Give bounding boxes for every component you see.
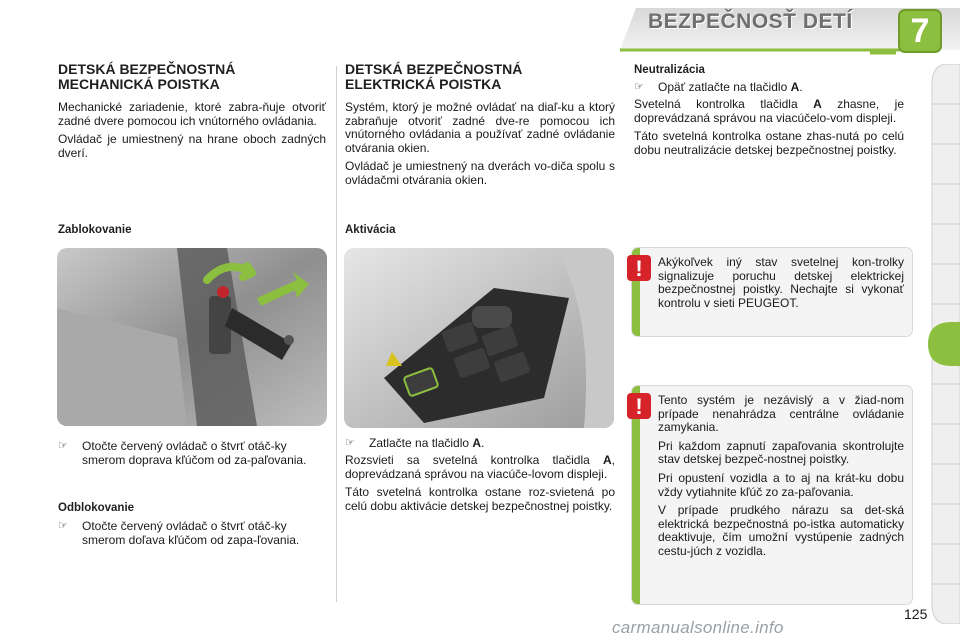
paragraph: Mechanické zariadenie, ktoré zabra-ňuje otvoriť zadné dvere pomocou ich vnútorného ovládania. xyxy=(58,100,326,128)
paragraph: Táto svetelná kontrolka ostane zhas-nutá po celú dobu neutralizácie detskej bezpečnostnej poistky. xyxy=(634,129,904,157)
step-text: Opäť zatlačte na tlačidlo xyxy=(658,80,791,94)
neutralization-step: ☞ Opäť zatlačte na tlačidlo A. xyxy=(634,80,803,94)
text-run: zhasne, je doprevádzaná správou na viacúčelo-vom displeji. xyxy=(634,97,904,125)
warning-box-independent-system xyxy=(632,386,912,604)
lock-step xyxy=(58,440,326,467)
mechanical-lock-title xyxy=(58,62,235,92)
pointing-hand-icon: ☞ xyxy=(58,440,68,452)
chapter-side-tabs[interactable] xyxy=(928,64,960,624)
chapter-number: 7 xyxy=(910,12,930,50)
paragraph: V prípade prudkého nárazu sa det-ská elektrická bezpečnostná po-istka automaticky deaktivuje, čím umožní vystúpenie zadných cestu-júch z vozidla. xyxy=(658,503,904,558)
step-text: Otočte červený ovládač o štvrť otáč-ky smerom doľava kľúčom od zapa-ľovania. xyxy=(82,519,300,547)
title-line: DETSKÁ BEZPEČNOSTNÁ xyxy=(345,61,523,77)
warning-box-fault xyxy=(632,248,912,336)
paragraph: Tento systém je nezávislý a v žiad-nom prípade nenahrádza centrálne ovládanie zamykania. xyxy=(658,393,904,435)
window-switch-panel-photo xyxy=(344,248,614,428)
button-label: A xyxy=(602,453,612,467)
paragraph: Systém, ktorý je možné ovládať na diaľ-ku a ktorý zabraňuje otvoriť zadné dve-re pomocou ich vnútorného ovládania a používať zadné ovládanie otvárania okien. xyxy=(345,100,615,155)
title-line: ELEKTRICKÁ POISTKA xyxy=(345,76,502,92)
svg-text:!: ! xyxy=(635,256,643,281)
neutralization-heading: Neutralizácia xyxy=(634,64,705,76)
paragraph: Pri opustení vozidla a to aj na krát-ku dobu vždy vytiahnite kľúč zo za-paľovania. xyxy=(658,470,904,499)
pointing-hand-icon: ☞ xyxy=(634,81,644,93)
page-title: BEZPEČNOSŤ DETÍ xyxy=(648,10,853,33)
button-label: A xyxy=(813,97,822,111)
electric-lock-title xyxy=(345,62,522,92)
paragraph: Ovládač je umiestnený na hrane oboch zadných dverí. xyxy=(58,132,326,160)
button-label: A xyxy=(790,80,800,94)
unlock-step xyxy=(58,520,326,547)
paragraph: Ovládač je umiestnený na dverách vo-diča spolu s ovládačmi otvárania okien. xyxy=(345,159,615,187)
step-text: Otočte červený ovládač o štvrť otáč-ky smerom doprava kľúčom od za-paľovania. xyxy=(82,439,307,467)
title-line: MECHANICKÁ POISTKA xyxy=(58,76,220,92)
text-run: Svetelná kontrolka tlačidla xyxy=(634,97,814,111)
activation-step: ☞ Zatlačte na tlačidlo A. xyxy=(345,436,485,450)
text-run: , doprevádzaná správou na viacúče-lovom displeji. xyxy=(345,453,615,481)
pointing-hand-icon: ☞ xyxy=(58,520,68,532)
electric-lock-description xyxy=(345,101,615,193)
unlock-heading: Odblokovanie xyxy=(58,502,135,514)
column-divider xyxy=(336,66,337,602)
mechanical-lock-description xyxy=(58,101,326,165)
watermark: carmanualsonline.info xyxy=(612,618,784,637)
lock-heading: Zablokovanie xyxy=(58,224,132,236)
warning-text: Akýkoľvek iný stav svetelnej kon-trolky signalizuje poruchu detskej elektrickej bezpečnostnej poistky. Nechajte si vykonať kontrolu v sieti PEUGEOT. xyxy=(658,255,904,310)
exclamation-warning-icon xyxy=(626,254,652,282)
pointing-hand-icon: ☞ xyxy=(345,437,355,449)
paragraph xyxy=(634,98,904,125)
paragraph xyxy=(345,454,615,481)
neutralization-description xyxy=(634,98,904,162)
step-text: Zatlačte na tlačidlo xyxy=(369,436,473,450)
title-line: DETSKÁ BEZPEČNOSTNÁ xyxy=(58,61,236,77)
warning-text xyxy=(658,394,904,564)
paragraph: Pri každom zapnutí zapaľovania skontrolujte stav detskej bezpeč-nostnej poistky. xyxy=(658,438,904,467)
door-lock-photo xyxy=(57,248,327,426)
svg-text:!: ! xyxy=(635,394,643,419)
button-label: A xyxy=(472,436,482,450)
activation-heading: Aktivácia xyxy=(345,224,396,236)
paragraph: Táto svetelná kontrolka ostane roz-svietená po celú dobu aktivácie detskej bezpečnostnej poistky. xyxy=(345,485,615,513)
text-run: Rozsvieti sa svetelná kontrolka tlačidla xyxy=(345,453,603,467)
page-number: 125 xyxy=(904,606,928,622)
exclamation-warning-icon xyxy=(626,392,652,420)
activation-description xyxy=(345,454,615,518)
